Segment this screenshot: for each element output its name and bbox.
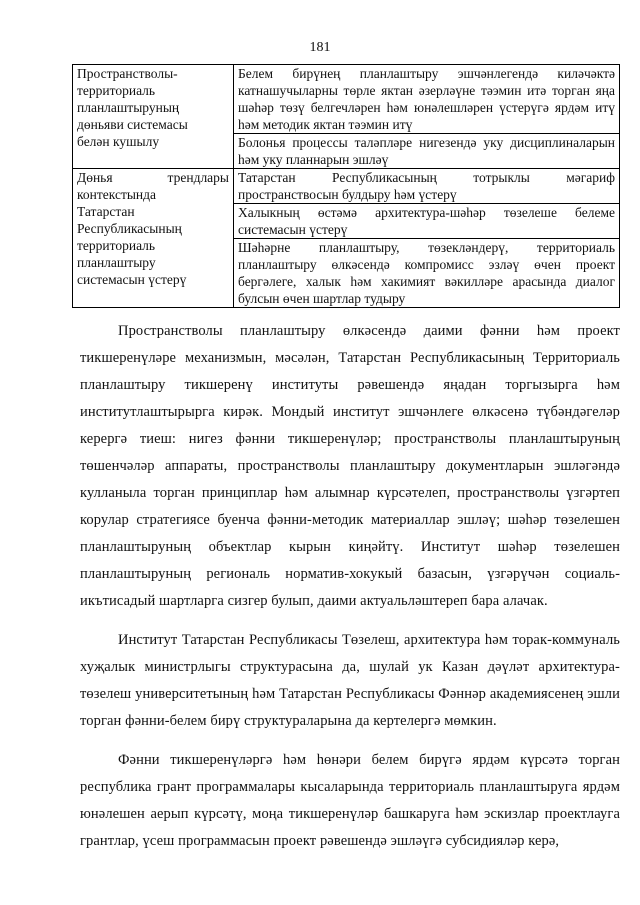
table-cell-measure: Татарстан Республикасының тотрыклы мәгариф пространствосын булдыру һәм үстерү <box>234 169 620 204</box>
table-cell-measure: Шәһәрне планлаштыру, төзекләндерү, территориаль планлаштыру өлкәсендә компромисс эзләү өчен проект бергәлеге, халык һәм хакимият вәкилләре арасында диалог булсын өчен шартлар тудыру <box>234 239 620 308</box>
paragraph: Фәнни тикшеренүләргә һәм һөнәри белем бирүгә ярдәм күрсәтә торган республика грант программалары кысаларында территориаль планлаштыруга ярдәм юнәлешен аерып күрсәтү, моңа тикшеренүләр башкаруга һәм эскизлар проектлауга грантлар, үсеш программасын проект рәвешендә эшләүгә субсидияләр керә, <box>80 752 620 849</box>
paragraph: Институт Татарстан Республикасы Төзелеш, архитектура һәм торак-коммуналь хуҗалык министрлыгы структурасына да, шулай ук Казан дәүләт архитектура-төзелеш университетының һәм Татарстан Республикасы Фәннәр академиясенең эшли торган фәнни-белем бирү структураларына да кертелергә мөмкин. <box>80 632 620 729</box>
table-row <box>73 65 620 134</box>
table-row <box>73 169 620 204</box>
body-text <box>80 318 620 855</box>
table-cell-measure: Болонья процессы таләпләре нигезендә уку дисциплиналарын һәм уку планнарын эшләү <box>234 134 620 169</box>
table-cell-direction <box>73 169 234 308</box>
direction-text: Пространстволы- территориаль планлаштыруның дөньяви системасы белән кушылу <box>77 66 188 149</box>
planning-table <box>72 64 620 308</box>
table-cell-measure: Белем бирүнең планлаштыру эшчәнлегендә киләчәктә катнашучыларны төрле яктан әзерләүне тәэмин итә торган яңа шәһәр төзү белгечләрен һәм юнәлешләрен үстерүгә ярдәм итү һәм методик яктан тәэмин итү <box>234 65 620 134</box>
table-cell-measure: Халыкның өстәмә архитектура-шәһәр төзелеше белеме системасын үстерү <box>234 204 620 239</box>
table-cell-direction <box>73 65 234 169</box>
paragraph: Пространстволы планлаштыру өлкәсендә даими фәнни һәм проект тикшеренүләре механизмын, мәсәлән, Татарстан Республикасының Территориаль планлаштыру тикшеренү институты рәвешендә яңадан торгызырга һәм институтлаштырырга кирәк. Мондый институт эшчәнлеге өлкәсенә түбәндәгеләр керергә тиеш: нигез фәнни тикшеренүләр; пространстволы планлаштыруның төшенчәләр аппараты, пространстволы планлаштыру документларын эшләгәндә кулланыла торган принциплар һәм алымнар күрсәтелеп, пространстволы үзгәртеп корулар стратегиясе буенча фәнни-методик материаллар эшләү; шәһәр төзелешен планлаштыруның объектлар кырын киңәйтү. Институт шәһәр төзелешен планлаштыруның региональ норматив-хокукый базасын, үзгәрүчән социаль-икътисадый шартларга сизгер булып, даими актуальләштереп бара алачак. <box>80 323 620 609</box>
direction-text: Дөнья трендлары контекстында Татарстан Республикасының территориаль планлаштыру системасын үстерү <box>77 170 229 287</box>
page-number: 181 <box>309 40 331 55</box>
